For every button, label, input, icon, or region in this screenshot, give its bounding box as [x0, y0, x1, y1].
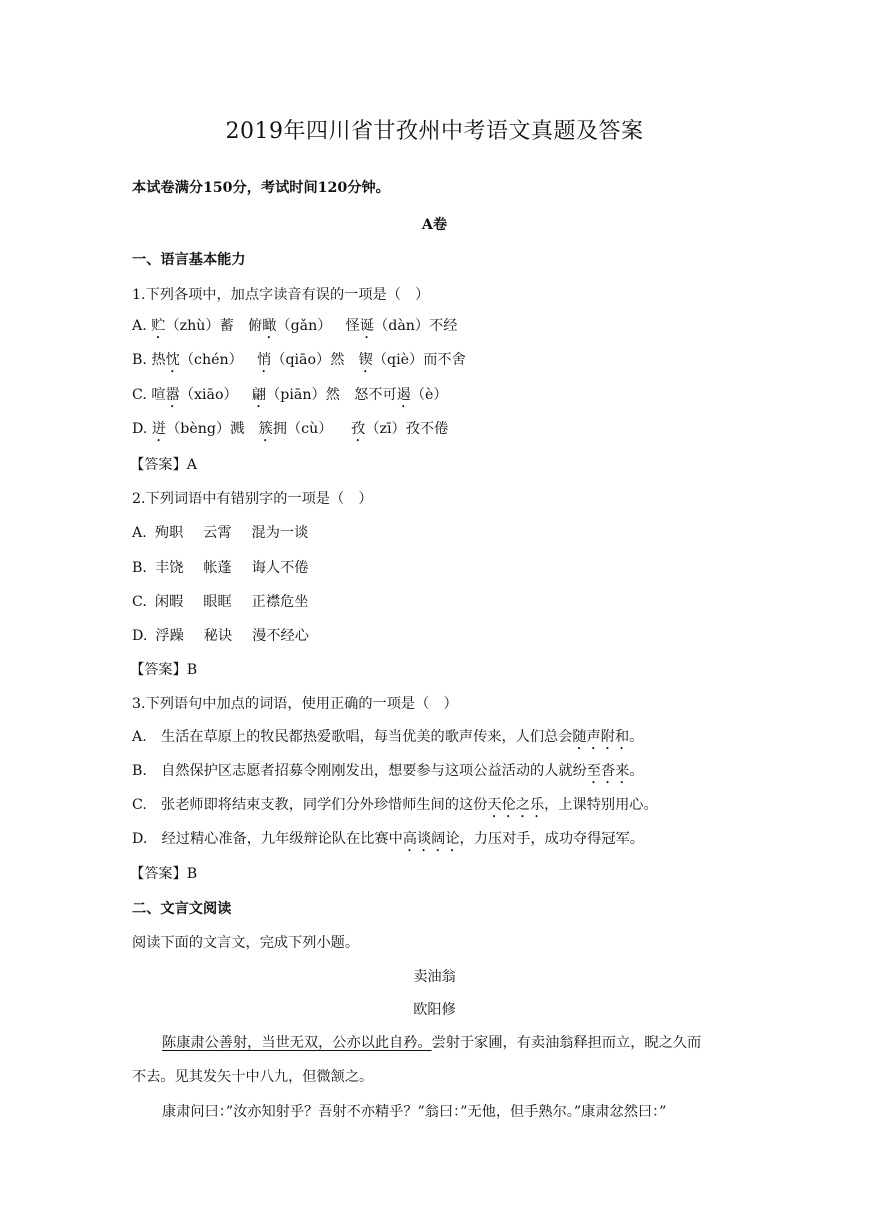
q3-answer: 【答案】B: [130, 866, 198, 882]
q1-stem: 1.下列各项中，加点字读音有误的一项是（ ）: [132, 287, 430, 303]
q1-option-b: B. 热忱（chén） 悄（qiāo）然 锲（qiè）而不舍: [132, 352, 466, 368]
q3-stem: 3.下列语句中加点的词语，使用正确的一项是（ ）: [132, 696, 458, 712]
q1-option-c: C. 喧嚣（xiāo） 翩（piān）然 怒不可遏（è）: [132, 387, 448, 403]
reading-instruction: 阅读下面的文言文，完成下列小题。: [132, 935, 360, 951]
page-title: 2019年四川省甘孜州中考语文真题及答案: [225, 119, 644, 144]
passage-author: 欧阳修: [413, 1002, 456, 1018]
exam-intro: 本试卷满分150分，考试时间120分钟。: [132, 180, 390, 196]
q2-answer: 【答案】B: [130, 662, 198, 678]
q3-option-d: D. 经过精心准备，九年级辩论队在比赛中高谈阔论，力压对手，成功夺得冠军。: [132, 831, 644, 847]
q3-option-b: B. 自然保护区志愿者招募令刚刚发出，想要参与这项公益活动的人就纷至沓来。: [132, 763, 644, 779]
q1-option-d: D. 迸（bèng）溅 簇拥（cù） 孜（zī）孜不倦: [132, 421, 449, 437]
q2-option-a: A. 殉职 云霄 混为一谈: [132, 525, 309, 541]
q2-option-c: C. 闲暇 眼眶 正襟危坐: [132, 594, 309, 610]
passage-paragraph-1: 陈康肃公善射，当世无双，公亦以此自矜。尝射于家圃，有卖油翁释担而立，睨之久而: [162, 1035, 702, 1051]
passage-paragraph-1-cont: 不去。见其发矢十中八九，但微颔之。: [132, 1069, 374, 1085]
q3-option-a: A. 生活在草原上的牧民都热爱歌唱，每当优美的歌声传来，人们总会随声附和。: [132, 729, 644, 745]
q2-option-d: D. 浮躁 秘诀 漫不经心: [132, 628, 309, 644]
part1-heading: 一、语言基本能力: [132, 252, 246, 268]
q2-stem: 2.下列词语中有错别字的一项是（ ）: [132, 491, 373, 507]
q1-option-a: A. 贮（zhù）蓄 俯瞰（gǎn） 怪诞（dàn）不经: [132, 318, 458, 334]
q2-option-b: B. 丰饶 帐蓬 诲人不倦: [132, 560, 309, 576]
section-a-heading: A卷: [421, 217, 448, 233]
passage-paragraph-2: 康肃问曰：”汝亦知射乎？吾射不亦精乎？”翁曰：”无他，但手熟尔。”康肃忿然曰：”: [162, 1104, 667, 1120]
q3-option-c: C. 张老师即将结束支教，同学们分外珍惜师生间的这份天伦之乐，上课特别用心。: [132, 797, 658, 813]
underlined-sentence: 陈康肃公善射，当世无双，公亦以此自矜。: [162, 1035, 432, 1051]
q1-answer: 【答案】A: [130, 457, 197, 473]
passage-title: 卖油翁: [413, 969, 456, 985]
part2-heading: 二、文言文阅读: [132, 901, 232, 917]
